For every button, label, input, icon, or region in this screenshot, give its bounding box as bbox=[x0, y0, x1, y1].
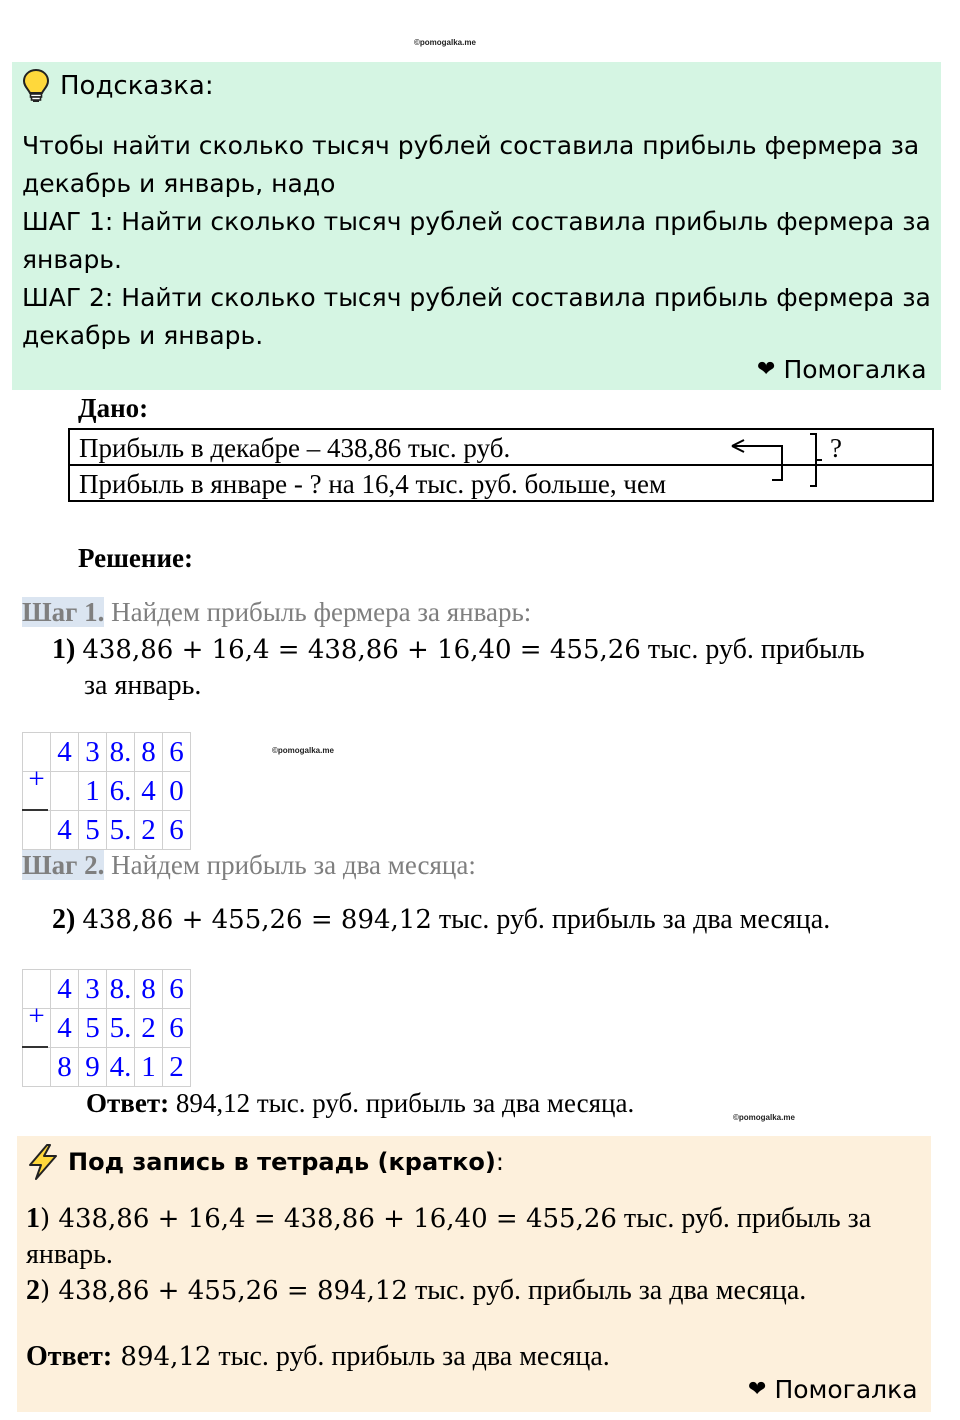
sum-line-1 bbox=[22, 809, 48, 811]
hint-header bbox=[22, 66, 214, 106]
plus-sign: + bbox=[23, 1009, 51, 1048]
digit-cell: 8 bbox=[135, 970, 163, 1009]
notebook-line-2 bbox=[26, 1273, 931, 1309]
given-title: Дано: bbox=[78, 393, 149, 423]
equation-2 bbox=[52, 902, 830, 938]
hint-step-2 bbox=[22, 279, 937, 355]
digit-cell: 6 bbox=[163, 1009, 191, 1048]
empty-cell bbox=[23, 1048, 51, 1087]
hint-step-1 bbox=[22, 203, 937, 279]
digit-cell: 2 bbox=[135, 811, 163, 850]
digit-cell: 1 bbox=[135, 1048, 163, 1087]
notebook-line-1-math: ) 438,86 + 16,4 = 438,86 + 16,40 = 455,26 bbox=[40, 1204, 617, 1234]
hint-step-1-label: ШАГ 1: bbox=[22, 207, 114, 236]
hint-title: Подсказка: bbox=[60, 71, 214, 101]
digit-cell: 8. bbox=[107, 970, 135, 1009]
digit-cell: 2 bbox=[135, 1009, 163, 1048]
digit-cell: 4 bbox=[51, 970, 79, 1009]
hint-intro: Чтобы найти сколько тысяч рублей составила прибыль фермера за декабрь и январь, надо bbox=[22, 131, 920, 198]
step-2-text: Найдем прибыль за два месяца: bbox=[104, 850, 476, 880]
plus-sign: + bbox=[23, 772, 51, 811]
digit-cell: 4 bbox=[51, 811, 79, 850]
digit-cell: 2 bbox=[163, 1048, 191, 1087]
equation-2-tail: тыс. руб. прибыль за два месяца. bbox=[431, 904, 831, 935]
hint-text bbox=[22, 127, 937, 355]
digit-cell: 9 bbox=[79, 1048, 107, 1087]
notebook-brand-label: Помогалка bbox=[774, 1375, 918, 1404]
digit-cell: 3 bbox=[79, 970, 107, 1009]
digit-cell: 5. bbox=[107, 1009, 135, 1048]
solution-title: Решение: bbox=[78, 543, 193, 573]
equation-1 bbox=[52, 632, 865, 668]
digit-cell: 8. bbox=[107, 733, 135, 772]
digit-cell: 8 bbox=[51, 1048, 79, 1087]
equation-1-math: 438,86 + 16,4 = 438,86 + 16,40 = 455,26 bbox=[82, 635, 641, 665]
notebook-brand bbox=[748, 1375, 918, 1404]
notebook-line-2-number: 2 bbox=[26, 1275, 40, 1306]
solution-step-1 bbox=[22, 597, 531, 628]
notebook-line-1-continuation: январь. bbox=[26, 1239, 113, 1270]
watermark-middle: ©pomogalka.me bbox=[272, 746, 334, 755]
notebook-answer-math: 894,12 bbox=[112, 1342, 212, 1372]
answer-text: 894,12 тыс. руб. прибыль за два месяца. bbox=[169, 1088, 635, 1118]
column-addition-2 bbox=[22, 969, 191, 1087]
digit-cell: 5. bbox=[107, 811, 135, 850]
notebook-answer-tail: тыс. руб. прибыль за два месяца. bbox=[211, 1341, 610, 1372]
given-row-january: Прибыль в январе - ? на 16,4 тыс. руб. больше, чем bbox=[79, 469, 667, 499]
digit-cell bbox=[51, 772, 79, 811]
notebook-line-2-tail: тыс. руб. прибыль за два месяца. bbox=[407, 1275, 807, 1306]
digit-cell: 0 bbox=[163, 772, 191, 811]
sum-line-2 bbox=[22, 1046, 48, 1048]
notebook-line-1-number: 1 bbox=[26, 1203, 40, 1234]
lightning-icon bbox=[26, 1144, 60, 1180]
digit-cell: 6 bbox=[163, 733, 191, 772]
notebook-header bbox=[26, 1143, 504, 1181]
notebook-line-1 bbox=[26, 1201, 931, 1273]
answer bbox=[86, 1088, 634, 1119]
digit-cell: 5 bbox=[79, 811, 107, 850]
hint-brand-label: Помогалка bbox=[783, 355, 927, 384]
step-1-text: Найдем прибыль фермера за январь: bbox=[104, 597, 532, 627]
equation-1-tail: тыс. руб. прибыль bbox=[640, 634, 865, 665]
solution-step-2 bbox=[22, 850, 476, 881]
notebook-title: Под запись в тетрадь (кратко) bbox=[68, 1148, 496, 1176]
notebook-line-2-math: ) 438,86 + 455,26 = 894,12 bbox=[40, 1276, 408, 1306]
digit-cell: 4 bbox=[51, 1009, 79, 1048]
digit-cell: 8 bbox=[135, 733, 163, 772]
notebook-answer-label: Ответ: bbox=[26, 1341, 113, 1372]
equation-2-math: 438,86 + 455,26 = 894,12 bbox=[82, 905, 432, 935]
digit-cell: 4 bbox=[135, 772, 163, 811]
given-question-mark: ? bbox=[830, 433, 842, 463]
digit-cell: 6 bbox=[163, 970, 191, 1009]
digit-cell: 4 bbox=[51, 733, 79, 772]
step-2-label: Шаг 2. bbox=[22, 850, 105, 880]
digit-cell: 6. bbox=[107, 772, 135, 811]
hint-step-2-text: Найти сколько тысяч рублей составила прибыль фермера за декабрь и январь. bbox=[22, 283, 931, 350]
digit-cell: 1 bbox=[79, 772, 107, 811]
watermark-bottom: ©pomogalka.me bbox=[733, 1113, 795, 1122]
notebook-answer bbox=[26, 1339, 931, 1375]
hint-step-1-text: Найти сколько тысяч рублей составила прибыль фермера за январь. bbox=[22, 207, 931, 274]
column-addition-1 bbox=[22, 732, 191, 850]
relation-arrow-brackets bbox=[720, 430, 830, 496]
lightbulb-icon bbox=[22, 68, 50, 104]
equation-1-number: 1) bbox=[52, 634, 76, 665]
heart-icon: ❤ bbox=[748, 1377, 767, 1402]
hint-step-2-label: ШАГ 2: bbox=[22, 283, 114, 312]
watermark-top: ©pomogalka.me bbox=[414, 38, 476, 47]
digit-cell: 6 bbox=[163, 811, 191, 850]
equation-1-continuation: за январь. bbox=[84, 670, 202, 701]
heart-icon: ❤ bbox=[757, 357, 776, 382]
notebook-line-1-tail: тыс. руб. прибыль за bbox=[616, 1203, 872, 1234]
digit-cell: 3 bbox=[79, 733, 107, 772]
digit-cell: 5 bbox=[79, 1009, 107, 1048]
given-row-december: Прибыль в декабре – 438,86 тыс. руб. bbox=[70, 430, 932, 466]
equation-2-number: 2) bbox=[52, 904, 76, 935]
digit-cell: 4. bbox=[107, 1048, 135, 1087]
hint-brand bbox=[757, 355, 927, 384]
notebook-title-colon: : bbox=[495, 1148, 504, 1176]
empty-cell bbox=[23, 811, 51, 850]
answer-label: Ответ: bbox=[86, 1088, 170, 1118]
step-1-label: Шаг 1. bbox=[22, 597, 105, 627]
